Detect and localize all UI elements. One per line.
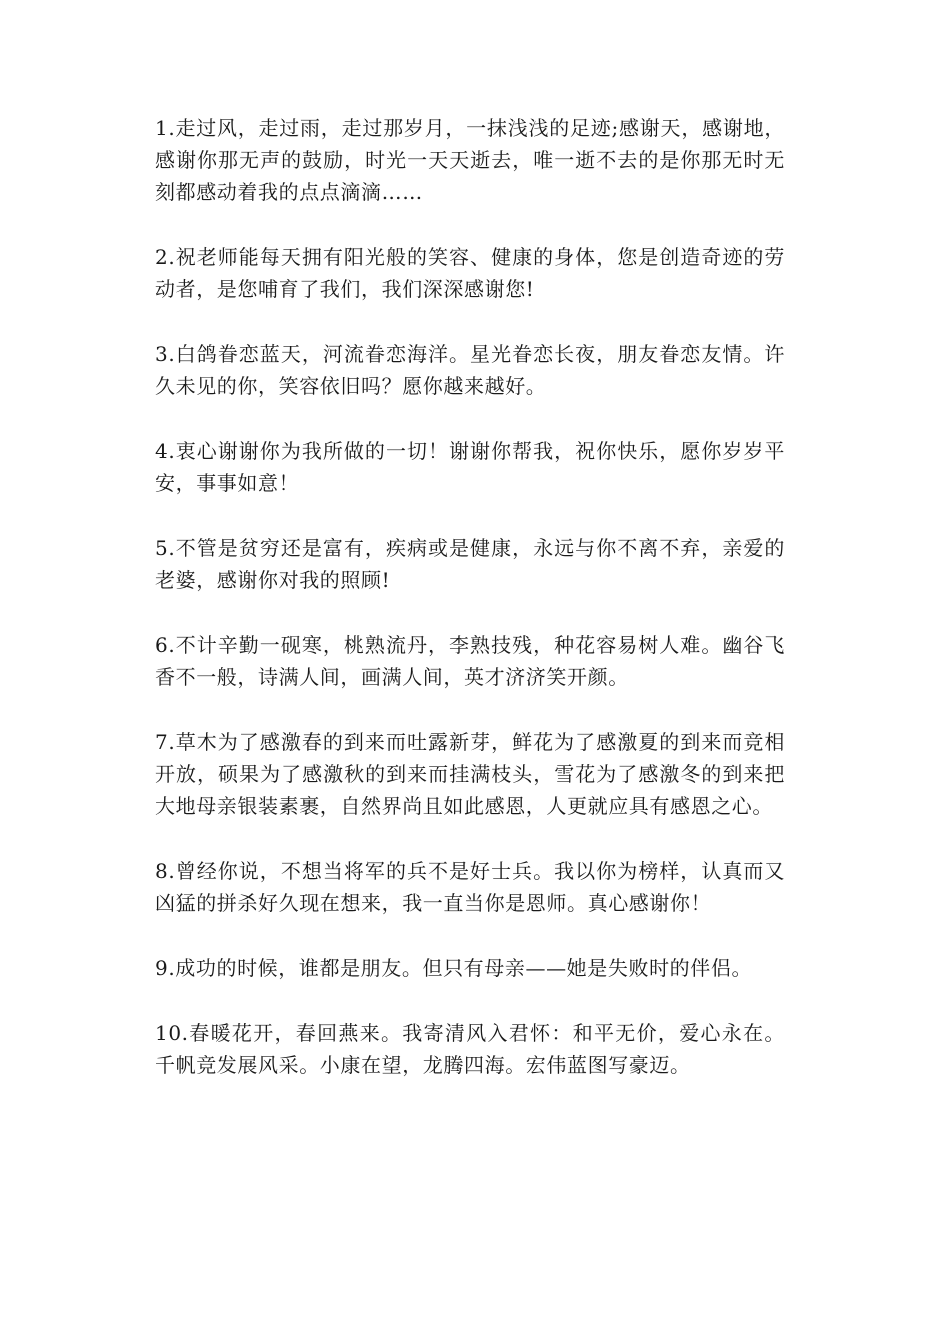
paragraph-1: 1.走过风，走过雨，走过那岁月，一抹浅浅的足迹;感谢天，感谢地，感谢你那无声的鼓励，时光一天天逝去，唯一逝不去的是你那无时无刻都感动着我的点点滴滴…… bbox=[155, 116, 785, 204]
paragraph-5: 5.不管是贫穷还是富有，疾病或是健康，永远与你不离不弃，亲爱的老婆，感谢你对我的照顾! bbox=[155, 536, 785, 592]
paragraph-3: 3.白鸽眷恋蓝天，河流眷恋海洋。星光眷恋长夜，朋友眷恋友情。许久未见的你，笑容依旧吗？愿你越来越好。 bbox=[155, 342, 785, 398]
paragraph-10: 10.春暖花开，春回燕来。我寄清风入君怀：和平无价，爱心永在。千帆竞发展风采。小康在望，龙腾四海。宏伟蓝图写豪迈。 bbox=[155, 1021, 785, 1077]
document-page bbox=[155, 112, 785, 1114]
paragraph-6: 6.不计辛勤一砚寒，桃熟流丹，李熟技残，种花容易树人难。幽谷飞香不一般，诗满人间，画满人间，英才济济笑开颜。 bbox=[155, 633, 785, 689]
paragraph-8: 8.曾经你说，不想当将军的兵不是好士兵。我以你为榜样，认真而又凶猛的拼杀好久现在想来，我一直当你是恩师。真心感谢你！ bbox=[155, 859, 785, 915]
paragraph-4: 4.衷心谢谢你为我所做的一切！谢谢你帮我，祝你快乐，愿你岁岁平安，事事如意！ bbox=[155, 439, 785, 495]
paragraph-9: 9.成功的时候，谁都是朋友。但只有母亲——她是失败时的伴侣。 bbox=[155, 956, 753, 980]
paragraph-2: 2.祝老师能每天拥有阳光般的笑容、健康的身体，您是创造奇迹的劳动者，是您哺育了我们，我们深深感谢您! bbox=[155, 245, 785, 301]
paragraph-7: 7.草木为了感激春的到来而吐露新芽，鲜花为了感激夏的到来而竞相开放，硕果为了感激秋的到来而挂满枝头，雪花为了感激冬的到来把大地母亲银装素裹，自然界尚且如此感恩，人更就应具有感恩之心。 bbox=[155, 730, 785, 818]
